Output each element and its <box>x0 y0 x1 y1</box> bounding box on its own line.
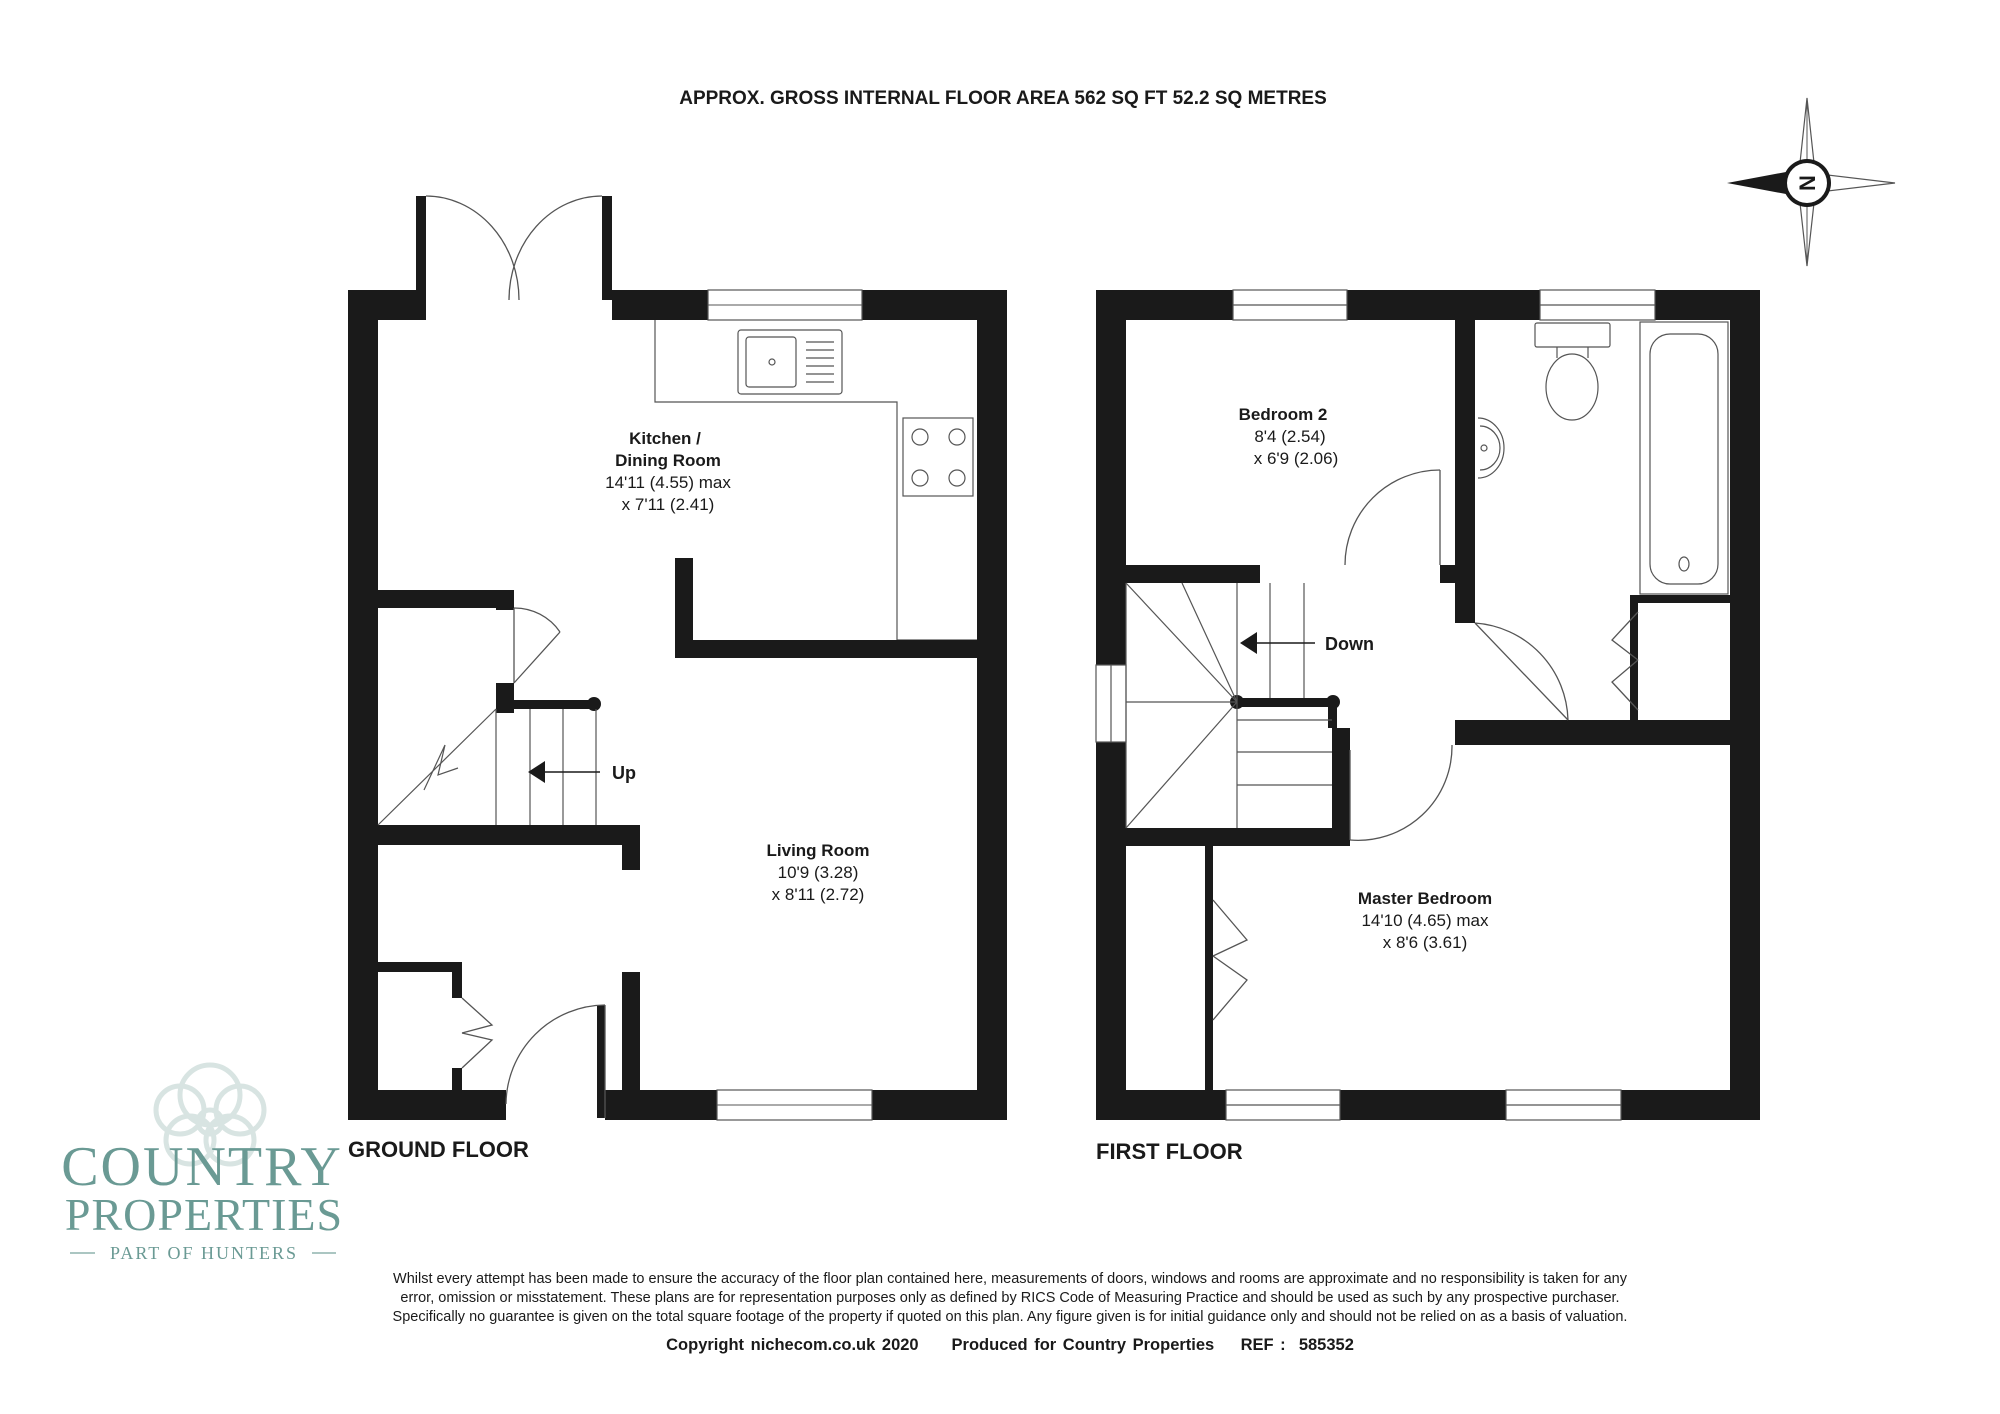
kitchen-dim2: x 7'11 (2.41) <box>621 495 715 514</box>
ff-wall-left-top <box>1096 290 1126 665</box>
compass-north-label: N <box>1795 175 1820 191</box>
washbasin-icon <box>1478 418 1504 478</box>
ff-wall-bath-left <box>1455 290 1475 585</box>
gf-wall-top-left <box>348 290 426 320</box>
ff-wall-bath-bottom <box>1455 720 1760 745</box>
gf-cupboard-door <box>462 998 492 1068</box>
disclaimer-line1: Whilst every attempt has been made to ensure the accuracy of the floor plan contained here, measurements of doors, windows and rooms are approximate and no responsibility is taken for any <box>393 1271 1627 1287</box>
gf-wall-cupboard-lower-top <box>378 962 462 972</box>
ff-door-bathroom <box>1475 623 1568 720</box>
bedroom2-dim2: x 6'9 (2.06) <box>1253 449 1339 468</box>
bath-icon <box>1640 322 1728 594</box>
ff-wall-landing-post <box>1332 728 1350 846</box>
ff-wall-bath-left-lower <box>1455 565 1475 623</box>
gf-wall-bottom-mid <box>605 1090 717 1120</box>
first-floor-plan <box>1096 290 1760 1164</box>
country-properties-logo <box>61 1065 343 1263</box>
kitchen-name-line2: Dining Room <box>615 451 721 470</box>
ff-wall-bottom-mid <box>1340 1090 1506 1120</box>
ground-floor-plan <box>348 196 1007 1162</box>
living-dim2: x 8'11 (2.72) <box>771 885 865 904</box>
ff-wall-top-mid <box>1347 290 1540 320</box>
gf-wall-hall <box>378 825 640 845</box>
bedroom2-name: Bedroom 2 <box>1238 405 1328 424</box>
kitchen-name: Kitchen / <box>629 429 701 448</box>
gf-wall-cupboard-post <box>496 590 514 610</box>
gf-wall-cupboard-top <box>378 590 514 608</box>
sink-icon <box>738 330 842 394</box>
gf-wall-left <box>348 290 378 1120</box>
ff-door-master <box>1350 745 1452 840</box>
ff-wall-landing <box>1126 828 1350 846</box>
toilet-icon <box>1535 323 1610 420</box>
ff-wall-bottom-left <box>1096 1090 1226 1120</box>
ff-stairs-down-label: Down <box>1325 634 1374 654</box>
gf-stairs <box>378 709 596 825</box>
disclaimer <box>280 1270 1740 1327</box>
gf-wall-right <box>977 290 1007 1120</box>
logo-line2: PROPERTIES <box>64 1189 344 1240</box>
gf-door-under-stair <box>514 608 560 683</box>
gf-wall-top-right <box>862 290 1007 320</box>
french-doors-icon <box>416 196 612 300</box>
disclaimer-line3: Specifically no guarantee is given on the total square footage of the property if quoted on this plan. Any figure given is for initial guidance only and should not be relied on as a basis of valuation. <box>392 1309 1628 1325</box>
ff-wall-right <box>1730 290 1760 1120</box>
gf-front-door <box>506 1005 605 1118</box>
gf-stairs-up-label: Up <box>612 763 636 783</box>
gf-wall-hall-lower <box>622 972 640 1090</box>
living-dim1: 10'9 (3.28) <box>777 863 859 882</box>
ff-wall-master-cupboard <box>1205 846 1213 1090</box>
logo-line1: COUNTRY <box>61 1136 343 1198</box>
ff-door-bedroom2 <box>1345 470 1440 565</box>
gf-wall-top-mid <box>612 290 708 320</box>
master-bedroom-name: Master Bedroom <box>1357 889 1493 908</box>
ff-wall-top-left <box>1096 290 1233 320</box>
ff-windows <box>1096 290 1655 1120</box>
gf-wall-cupboard-lower-side2 <box>452 1068 462 1090</box>
hob-icon <box>903 418 973 496</box>
ff-handrail <box>1230 695 1340 728</box>
bedroom2-dim1: 8'4 (2.54) <box>1254 427 1326 446</box>
master-bedroom-dim2: x 8'6 (3.61) <box>1382 933 1468 952</box>
living-name: Living Room <box>766 841 870 860</box>
gf-wall-bottom-left <box>348 1090 506 1120</box>
logo-line3: PART OF HUNTERS <box>110 1243 298 1263</box>
ff-wall-bottom-right <box>1621 1090 1760 1120</box>
disclaimer-line2: error, omission or misstatement. These plans are for representation purposes only as defined by RICS Code of Measuring Practice and should be used as such by any prospective purchaser. <box>400 1290 1620 1306</box>
ground-floor-label: GROUND FLOOR <box>348 1137 529 1162</box>
kitchen-dim1: 14'11 (4.55) max <box>605 473 731 492</box>
ff-wall-cupboard-top <box>1630 595 1730 603</box>
ff-wall-left-bottom <box>1096 742 1126 1120</box>
ff-cupboard-door-master <box>1213 900 1247 1020</box>
first-floor-label: FIRST FLOOR <box>1096 1139 1243 1164</box>
gf-wall-bottom-right <box>872 1090 1007 1120</box>
gf-wall-hall-post <box>622 825 640 870</box>
floor-area-heading: APPROX. GROSS INTERNAL FLOOR AREA 562 SQ FT 52.2 SQ METRES <box>679 88 1327 109</box>
copyright-line: Copyright nichecom.co.uk 2020 Produced for Country Properties REF : 585352 <box>666 1336 1354 1354</box>
gf-wall-kitchen-living <box>675 640 977 658</box>
ff-wall-bed2-bottom <box>1126 565 1260 583</box>
master-bedroom-dim1: 14'10 (4.65) max <box>1361 911 1489 930</box>
compass-icon <box>1727 98 1895 266</box>
ff-wall-top-right <box>1655 290 1760 320</box>
gf-stairs-arrow-icon <box>528 761 600 783</box>
gf-wall-cupboard-lower-side <box>452 962 462 998</box>
